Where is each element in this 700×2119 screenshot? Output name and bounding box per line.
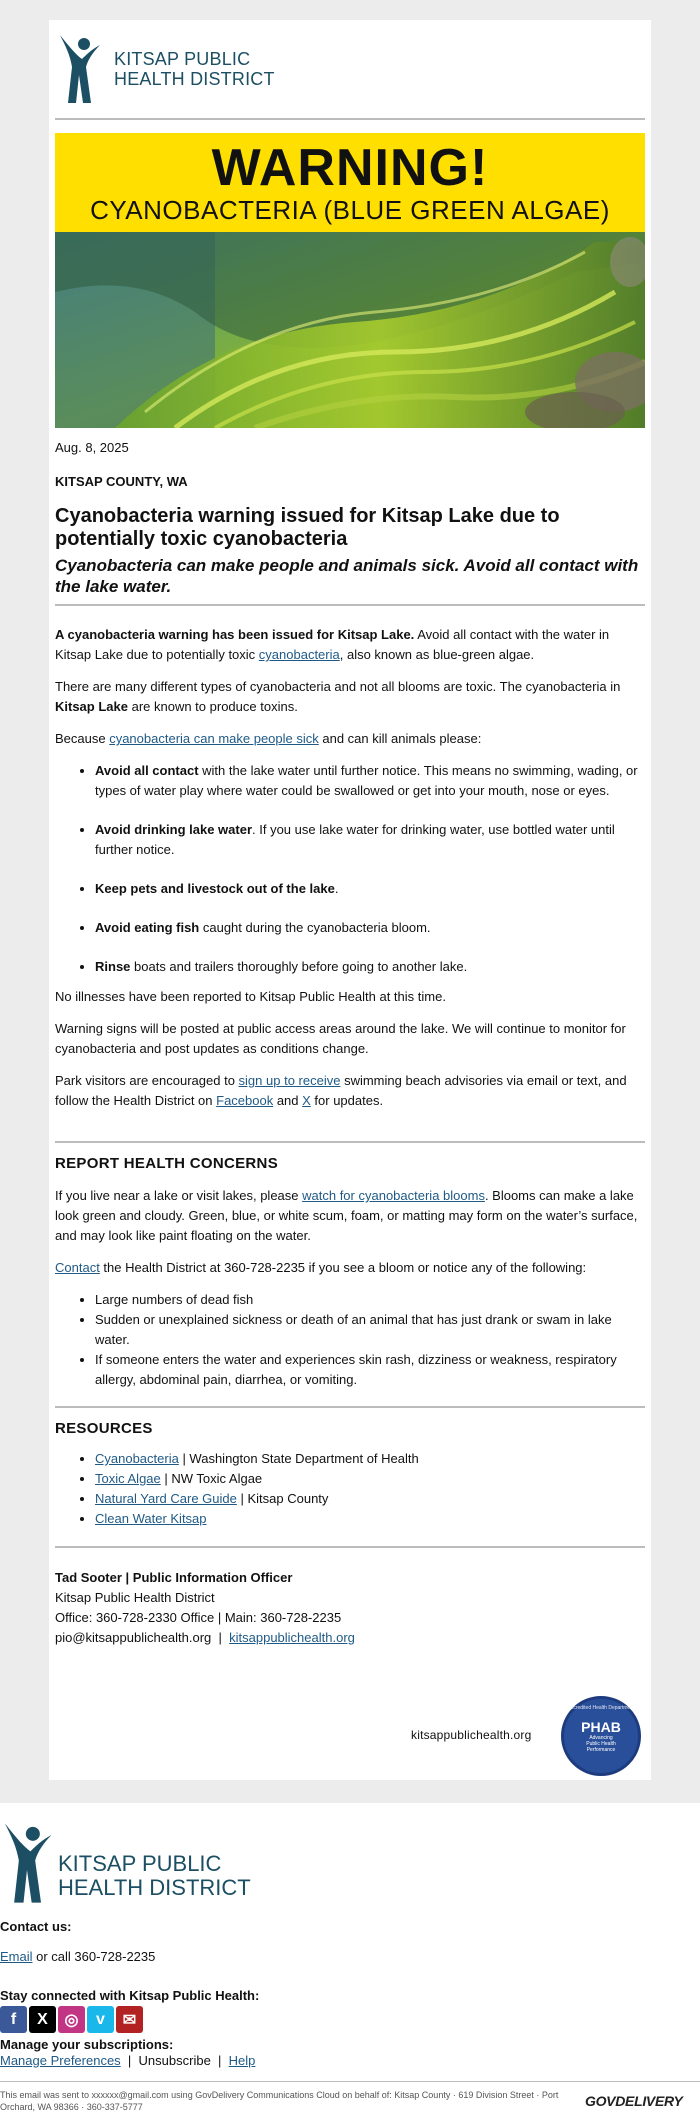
email-link[interactable]: Email (0, 1949, 33, 1964)
resource-link[interactable]: Natural Yard Care Guide (95, 1491, 237, 1506)
list-item (95, 918, 645, 938)
logo-line-1: KITSAP PUBLIC (114, 49, 251, 69)
text-run: caught during the cyanobacteria bloom. (199, 920, 431, 935)
card-footer-site: kitsappublichealth.org (411, 1728, 532, 1742)
sign-up-link[interactable]: sign up to receive (238, 1073, 341, 1088)
x-link[interactable]: X (302, 1093, 311, 1108)
list-item: • Large numbers of dead fish (95, 1290, 645, 1310)
govdelivery-wordmark: GOVDELIVERY (585, 2093, 683, 2109)
paragraph-signs: Warning signs will be posted at public access areas around the lake. We will continue to monitor for cyanobacteria and post updates as conditions change. (55, 1021, 626, 1056)
text-run: | NW Toxic Algae (160, 1471, 263, 1486)
x-icon[interactable]: X (29, 2006, 56, 2033)
contact-phones: Office: 360-728-2330 Office | Main: 360-728-2235 (55, 1610, 342, 1625)
unsubscribe-link[interactable]: Unsubscribe (138, 2053, 211, 2068)
text-run: | Kitsap County (236, 1491, 329, 1506)
badge-sub-2: Public Health (586, 1741, 616, 1747)
resource-link[interactable]: Clean Water Kitsap (95, 1511, 207, 1526)
text-run: Park visitors are encouraged to (55, 1073, 239, 1088)
health-district-figure-icon (56, 33, 102, 105)
bold-text: Kitsap Lake (55, 699, 128, 714)
algae-bloom-photo (55, 232, 645, 428)
govdelivery-logo[interactable] (585, 2093, 683, 2109)
stay-connected-label: Stay connected with Kitsap Public Health: (0, 1988, 260, 2003)
bold-text: Avoid all contact (95, 763, 199, 778)
list-item (95, 761, 645, 801)
contact-link[interactable]: Contact (55, 1260, 100, 1275)
list-item (95, 957, 645, 977)
bold-text: Avoid drinking lake water (95, 822, 253, 837)
press-contact (55, 1568, 645, 1648)
text-run: and (273, 1093, 303, 1108)
text-run: . Blooms can make a lake look green and cloudy. Green, blue, or white scum, foam, or matting may form on the water’s surface, and may look like paint floating on the water. (55, 1188, 638, 1243)
social-icons (0, 2006, 145, 2033)
text-run: , also known as blue-green algae. (339, 647, 535, 662)
list-item: • If someone enters the water and experiences skin rash, dizziness or weakness, respiratory allergy, abdominal pain, diarrhea, or vomiting. (95, 1350, 645, 1390)
badge-title: PHAB (581, 1719, 621, 1735)
badge-sub-3: Performance (586, 1747, 616, 1753)
badge-ring-text: Accredited Health Department (567, 1705, 635, 1711)
text-run: There are many different types of cyanobacteria and not all blooms are toxic. The cyanobacteria in (55, 679, 621, 694)
email-footer (0, 1803, 700, 2119)
logo-line-2: HEALTH DISTRICT (58, 1875, 251, 1900)
bold-text: Rinse (95, 959, 131, 974)
fineprint: This email was sent to xxxxxx@gmail.com using GovDelivery Communications Cloud on behalf of: Kitsap County · 619 Division Street · Port Orchard, WA 98366 · 360-337-5777 (0, 2090, 559, 2112)
logo-wordmark (114, 49, 275, 89)
bold-text: Avoid eating fish (95, 920, 200, 935)
precautions-list (55, 761, 645, 977)
text-run: with the lake water until further notice. This means no swimming, wading, or types of water play where water could be swallowed or get into your mouth, nose or eyes. (95, 763, 638, 798)
help-link[interactable]: Help (228, 2053, 256, 2068)
facebook-link[interactable]: Facebook (216, 1093, 274, 1108)
text-run: Because (55, 731, 110, 746)
banner-title: WARNING! (211, 139, 489, 197)
separator: | (218, 2053, 222, 2068)
manage-links (0, 2053, 255, 2068)
article-headline: Cyanobacteria warning issued for Kitsap Lake due to potentially toxic cyanobacteria (55, 505, 560, 550)
paragraph-because (55, 729, 645, 749)
contact-email: pio@kitsappublichealth.org | (55, 1630, 230, 1645)
contact-email-line (55, 1628, 645, 1648)
header-logo[interactable] (56, 26, 296, 112)
resources-title: RESOURCES (55, 1420, 153, 1437)
website-link[interactable]: kitsappublichealth.org (229, 1630, 355, 1645)
text-run: and can kill animals please: (318, 731, 482, 746)
article-subheadline: Cyanobacteria can make people and animals sick. Avoid all contact with the lake water. (55, 556, 639, 596)
health-district-figure-icon (0, 1821, 54, 1905)
list-item: • Sudden or unexplained sickness or death of an animal that has just drank or swam in lake water. (95, 1310, 645, 1350)
footer-contact-line (0, 1949, 155, 1964)
text-run: If you live near a lake or visit lakes, please (55, 1188, 303, 1203)
vimeo-icon[interactable]: v (87, 2006, 114, 2033)
list-item (95, 1489, 645, 1509)
paragraph-watch (55, 1186, 645, 1246)
article-date: Aug. 8, 2025 (55, 440, 129, 455)
resources-section (55, 1420, 645, 1529)
text-run: . If you use lake water for drinking water, use bottled water until further notice. (95, 822, 615, 857)
paragraph-warning (55, 625, 645, 665)
text-run: for updates. (310, 1093, 384, 1108)
symptoms-list (55, 1290, 645, 1390)
logo-line-2: HEALTH DISTRICT (114, 69, 275, 89)
badge-sub-1: Advancing (589, 1735, 613, 1741)
instagram-icon[interactable]: ◎ (58, 2006, 85, 2033)
banner-subtitle: CYANOBACTERIA (BLUE GREEN ALGAE) (90, 195, 610, 225)
manage-label: Manage your subscriptions: (0, 2037, 174, 2052)
bold-text: Keep pets and livestock out of the lake (95, 881, 335, 896)
footer-logo[interactable] (0, 1821, 251, 1905)
divider (55, 1546, 645, 1548)
text-run: boats and trailers thoroughly before going to another lake. (130, 959, 468, 974)
contact-name: Tad Sooter | Public Information Officer (55, 1570, 293, 1585)
dateline-location: KITSAP COUNTY, WA (55, 474, 188, 489)
resources-list (55, 1449, 645, 1529)
text-run: swimming beach advisories via email or text, and follow the Health District on (55, 1073, 627, 1108)
list-item (95, 879, 645, 899)
divider (55, 1141, 645, 1143)
warning-banner (55, 133, 645, 232)
phab-badge (561, 1696, 641, 1776)
divider (55, 1406, 645, 1408)
resource-link[interactable]: Cyanobacteria (95, 1451, 179, 1466)
contact-us-label: Contact us: (0, 1919, 72, 1934)
manage-preferences-link[interactable]: Manage Preferences (0, 2053, 121, 2068)
paragraph-types (55, 677, 645, 717)
report-title: REPORT HEALTH CONCERNS (55, 1155, 278, 1172)
text-run: | Washington State Department of Health (178, 1451, 419, 1466)
list-item (95, 1449, 645, 1469)
footer-divider (0, 2081, 700, 2082)
bold-text: A cyanobacteria warning has been issued for Kitsap Lake. (55, 627, 415, 642)
paragraph-no-illness: No illnesses have been reported to Kitsap Public Health at this time. (55, 989, 446, 1004)
text-run: Avoid all contact with the water in Kitsap Lake due to potentially toxic (55, 627, 610, 662)
text-run: . (334, 881, 339, 896)
text-run: are known to produce toxins. (127, 699, 298, 714)
paragraph-park (55, 1071, 645, 1111)
cyanobacteria-sick-link[interactable]: cyanobacteria can make people sick (109, 731, 319, 746)
divider (55, 604, 645, 606)
list-item (95, 820, 645, 860)
facebook-icon[interactable]: f (0, 2006, 27, 2033)
text-run: or call 360-728-2235 (32, 1949, 156, 1964)
list-item (95, 1509, 645, 1529)
email-subscribe-icon[interactable]: ✉ (116, 2006, 143, 2033)
algae-photo-graphic (55, 232, 645, 428)
contact-org: Kitsap Public Health District (55, 1590, 215, 1605)
logo-line-1: KITSAP PUBLIC (58, 1851, 222, 1876)
footer-logo-wordmark (58, 1852, 251, 1900)
text-run: the Health District at 360-728-2235 if you see a bloom or notice any of the following: (99, 1260, 587, 1275)
list-item (95, 1469, 645, 1489)
paragraph-contact (55, 1258, 645, 1278)
cyanobacteria-link[interactable]: cyanobacteria (258, 647, 340, 662)
report-section (55, 1155, 645, 1390)
divider (55, 118, 645, 120)
email-card (49, 20, 651, 1780)
article-body (55, 625, 645, 1111)
watch-blooms-link[interactable]: watch for cyanobacteria blooms (302, 1188, 485, 1203)
resource-link[interactable]: Toxic Algae (95, 1471, 161, 1486)
separator: | (127, 2053, 132, 2068)
